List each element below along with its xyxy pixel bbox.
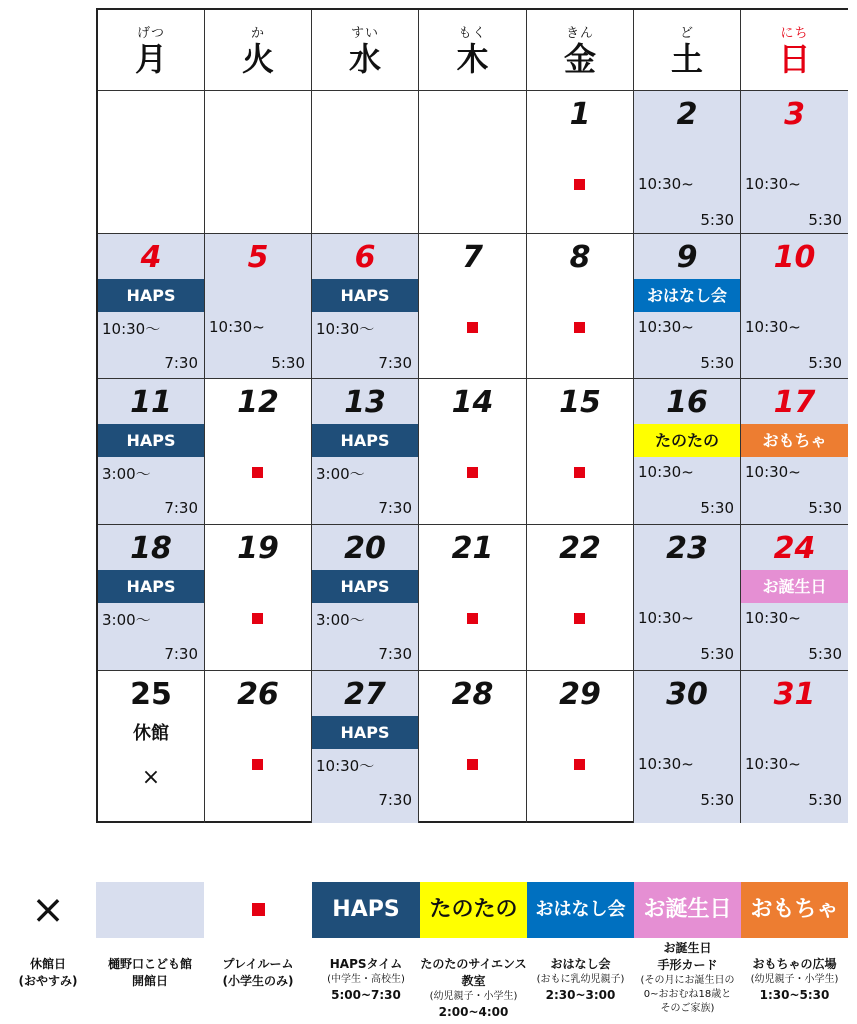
legend-ohanashi-text bbox=[527, 956, 634, 1004]
closing-time: 5:30 bbox=[700, 354, 734, 372]
legend-line: お誕生日 bbox=[663, 941, 712, 955]
weekday-ruby: か bbox=[250, 26, 265, 41]
playroom-square-icon bbox=[574, 322, 585, 333]
closing-time: 5:30 bbox=[700, 499, 734, 517]
legend-subline: (幼児親子・小学生) bbox=[429, 991, 518, 1002]
legend-birthday-box: お誕生日 bbox=[634, 882, 741, 938]
day-number: 11 bbox=[130, 385, 172, 420]
day-number: 8 bbox=[569, 240, 591, 275]
day-cell-13[interactable] bbox=[312, 378, 419, 524]
closing-time: 7:30 bbox=[378, 499, 412, 517]
event-tanotano-badge: たのたの bbox=[634, 424, 740, 457]
day-number: 16 bbox=[666, 385, 708, 420]
day-number: 17 bbox=[773, 385, 816, 420]
legend-omocha-box: おもちゃ bbox=[741, 882, 848, 938]
legend-tanotano-text bbox=[420, 956, 527, 1021]
day-cell-26[interactable] bbox=[205, 670, 312, 823]
day-cell-5[interactable] bbox=[205, 233, 312, 378]
legend-line: おはなし会 bbox=[550, 957, 611, 971]
opening-time: 3:00～ bbox=[102, 611, 151, 629]
event-haps-badge: HAPS bbox=[312, 424, 418, 457]
closing-time: 5:30 bbox=[271, 354, 305, 372]
event-haps-badge: HAPS bbox=[98, 570, 204, 603]
weekday-header-6 bbox=[634, 10, 741, 90]
weekday-ruby: もく bbox=[458, 26, 487, 41]
weekday-ruby: すい bbox=[350, 26, 379, 41]
day-number: 13 bbox=[344, 385, 386, 420]
legend-closed-box: × bbox=[31, 887, 65, 933]
day-cell-22[interactable] bbox=[527, 524, 634, 670]
legend-birthday-text bbox=[634, 940, 741, 1016]
day-number: 24 bbox=[773, 531, 816, 566]
day-number: 21 bbox=[451, 531, 494, 566]
playroom-square-icon bbox=[467, 467, 478, 478]
legend-line: おもちゃの広場 bbox=[752, 957, 837, 971]
closed-cross-icon: × bbox=[141, 765, 161, 790]
weekday-header-2 bbox=[205, 10, 312, 90]
day-number: 9 bbox=[676, 240, 698, 275]
weekday-header-3 bbox=[312, 10, 419, 90]
opening-time: 10:30~ bbox=[638, 318, 694, 336]
closing-time: 7:30 bbox=[164, 354, 198, 372]
day-cell-19[interactable] bbox=[205, 524, 312, 670]
weekday-ruby: ど bbox=[679, 26, 694, 41]
playroom-square-icon bbox=[574, 179, 585, 190]
legend-line: たのたのサイエンス教室 bbox=[420, 957, 527, 988]
opening-time: 3:00～ bbox=[316, 465, 365, 483]
opening-time: 3:00～ bbox=[102, 465, 151, 483]
empty-cell bbox=[312, 90, 419, 233]
legend-subline: 0~おおむね18歳と bbox=[643, 989, 732, 1000]
day-number: 18 bbox=[130, 531, 172, 566]
opening-time: 10:30～ bbox=[316, 320, 375, 338]
weekday-header-4 bbox=[419, 10, 527, 90]
day-cell-10[interactable] bbox=[741, 233, 848, 378]
day-number: 3 bbox=[784, 97, 805, 132]
closing-time: 7:30 bbox=[378, 645, 412, 663]
day-number: 26 bbox=[237, 677, 279, 712]
day-number: 4 bbox=[140, 240, 162, 275]
day-cell-31[interactable] bbox=[741, 670, 848, 823]
legend-line: 手形カード bbox=[657, 958, 718, 972]
day-cell-9[interactable] bbox=[634, 233, 741, 378]
playroom-square-icon bbox=[574, 613, 585, 624]
day-cell-4[interactable] bbox=[98, 233, 205, 378]
weekday-header-7 bbox=[741, 10, 848, 90]
legend-line: 休館日 bbox=[29, 957, 66, 971]
event-haps-badge: HAPS bbox=[98, 279, 204, 312]
closing-time: 5:30 bbox=[808, 791, 842, 809]
day-cell-20[interactable] bbox=[312, 524, 419, 670]
legend-line: 開館日 bbox=[131, 974, 168, 988]
day-number: 14 bbox=[451, 385, 494, 420]
closing-time: 5:30 bbox=[700, 211, 734, 229]
weekday-header-1 bbox=[98, 10, 205, 90]
opening-time: 10:30~ bbox=[745, 175, 801, 193]
legend-line: (おやすみ) bbox=[18, 974, 78, 988]
weekday-ruby: にち bbox=[780, 26, 809, 41]
opening-time: 10:30～ bbox=[316, 757, 375, 775]
legend-subline: そのご家族) bbox=[660, 1003, 715, 1014]
opening-time: 10:30~ bbox=[209, 318, 265, 336]
playroom-square-icon bbox=[467, 613, 478, 624]
day-cell-24[interactable] bbox=[741, 524, 848, 670]
day-cell-23[interactable] bbox=[634, 524, 741, 670]
weekday-kanji: 金 bbox=[563, 40, 596, 78]
playroom-square-icon bbox=[252, 467, 263, 478]
day-cell-29[interactable] bbox=[527, 670, 634, 823]
legend-playroom-square-icon bbox=[252, 903, 265, 916]
event-haps-badge: HAPS bbox=[98, 424, 204, 457]
day-number: 29 bbox=[559, 677, 601, 712]
weekday-kanji: 月 bbox=[134, 40, 167, 78]
day-number: 31 bbox=[773, 677, 816, 712]
weekday-header-5 bbox=[527, 10, 634, 90]
day-cell-7[interactable] bbox=[419, 233, 527, 378]
day-cell-3[interactable] bbox=[741, 90, 848, 233]
legend-subline: (幼児親子・小学生) bbox=[750, 974, 839, 985]
opening-time: 10:30~ bbox=[745, 609, 801, 627]
weekday-kanji: 土 bbox=[670, 40, 703, 78]
legend-time: 2:30~3:00 bbox=[545, 988, 616, 1002]
opening-time: 10:30～ bbox=[102, 320, 161, 338]
day-cell-2[interactable] bbox=[634, 90, 741, 233]
day-cell-30[interactable] bbox=[634, 670, 741, 823]
opening-time: 10:30~ bbox=[638, 175, 694, 193]
legend-subline: (その月にお誕生日の bbox=[640, 975, 735, 986]
legend-time: 1:30~5:30 bbox=[759, 988, 830, 1002]
closed-label: 休館 bbox=[133, 723, 169, 744]
legend-open-text bbox=[96, 956, 204, 990]
event-haps-badge: HAPS bbox=[312, 716, 418, 749]
weekday-kanji: 木 bbox=[456, 40, 489, 78]
legend-line: HAPSタイム bbox=[329, 957, 403, 971]
day-cell-11[interactable] bbox=[98, 378, 205, 524]
closing-time: 7:30 bbox=[378, 354, 412, 372]
playroom-square-icon bbox=[574, 759, 585, 770]
weekday-ruby: げつ bbox=[136, 26, 165, 41]
legend-line: プレイルーム bbox=[222, 957, 294, 971]
day-cell-15[interactable] bbox=[527, 378, 634, 524]
day-number: 27 bbox=[344, 677, 386, 712]
legend-time: 5:00~7:30 bbox=[331, 988, 401, 1002]
day-cell-18[interactable] bbox=[98, 524, 205, 670]
closing-time: 5:30 bbox=[700, 791, 734, 809]
day-number: 6 bbox=[354, 240, 376, 275]
legend-ohanashi-box: おはなし会 bbox=[527, 882, 634, 938]
legend-subline: (おもに乳幼児親子) bbox=[536, 974, 625, 985]
legend-tanotano-box: たのたの bbox=[420, 882, 527, 938]
day-cell-12[interactable] bbox=[205, 378, 312, 524]
closing-time: 7:30 bbox=[164, 499, 198, 517]
playroom-square-icon bbox=[574, 467, 585, 478]
closing-time: 5:30 bbox=[808, 499, 842, 517]
legend-haps-box: HAPS bbox=[312, 882, 420, 938]
day-cell-1[interactable] bbox=[527, 90, 634, 233]
opening-time: 10:30~ bbox=[745, 755, 801, 773]
day-number: 5 bbox=[247, 240, 269, 275]
legend-play-text bbox=[204, 956, 312, 990]
weekday-kanji: 日 bbox=[778, 40, 811, 78]
legend-time: 2:00~4:00 bbox=[438, 1005, 509, 1019]
event-birthday-badge: お誕生日 bbox=[741, 570, 848, 603]
day-cell-6[interactable] bbox=[312, 233, 419, 378]
legend-line: (小学生のみ) bbox=[222, 974, 294, 988]
legend-subline: (中学生・高校生) bbox=[327, 974, 405, 985]
opening-time: 10:30~ bbox=[638, 609, 694, 627]
day-cell-17[interactable] bbox=[741, 378, 848, 524]
opening-time: 10:30~ bbox=[638, 755, 694, 773]
event-omocha-badge: おもちゃ bbox=[741, 424, 848, 457]
legend-closed-text bbox=[0, 956, 96, 990]
closing-time: 5:30 bbox=[700, 645, 734, 663]
playroom-square-icon bbox=[467, 322, 478, 333]
opening-time: 3:00～ bbox=[316, 611, 365, 629]
legend-haps-text bbox=[312, 956, 420, 1004]
day-number: 2 bbox=[676, 97, 698, 132]
day-cell-14[interactable] bbox=[419, 378, 527, 524]
event-haps-badge: HAPS bbox=[312, 570, 418, 603]
closing-time: 5:30 bbox=[808, 211, 842, 229]
legend-open-box bbox=[96, 882, 204, 938]
empty-cell bbox=[98, 90, 205, 233]
day-number: 1 bbox=[569, 97, 591, 132]
closing-time: 7:30 bbox=[164, 645, 198, 663]
day-number: 23 bbox=[666, 531, 708, 566]
weekday-kanji: 火 bbox=[241, 40, 274, 78]
event-ohanashi-badge: おはなし会 bbox=[634, 279, 740, 312]
closing-time: 5:30 bbox=[808, 645, 842, 663]
calendar-grid bbox=[96, 8, 848, 823]
opening-time: 10:30~ bbox=[745, 463, 801, 481]
day-number: 20 bbox=[344, 531, 386, 566]
opening-time: 10:30~ bbox=[745, 318, 801, 336]
day-number: 22 bbox=[559, 531, 601, 566]
closing-time: 5:30 bbox=[808, 354, 842, 372]
weekday-kanji: 水 bbox=[348, 40, 381, 78]
empty-cell bbox=[419, 90, 527, 233]
previous-page-edge bbox=[96, 0, 848, 4]
day-cell-21[interactable] bbox=[419, 524, 527, 670]
day-number: 28 bbox=[451, 677, 494, 712]
day-cell-28[interactable] bbox=[419, 670, 527, 823]
day-cell-16[interactable] bbox=[634, 378, 741, 524]
legend-line: 樋野口こども館 bbox=[107, 957, 192, 971]
legend-omocha-text bbox=[741, 956, 848, 1004]
playroom-square-icon bbox=[252, 759, 263, 770]
day-number: 30 bbox=[666, 677, 708, 712]
playroom-square-icon bbox=[252, 613, 263, 624]
day-number: 25 bbox=[130, 677, 172, 712]
day-number: 15 bbox=[559, 385, 601, 420]
event-haps-badge: HAPS bbox=[312, 279, 418, 312]
playroom-square-icon bbox=[467, 759, 478, 770]
day-number: 7 bbox=[462, 240, 483, 275]
empty-cell bbox=[205, 90, 312, 233]
day-number: 10 bbox=[773, 240, 816, 275]
weekday-ruby: きん bbox=[565, 26, 594, 41]
closing-time: 7:30 bbox=[378, 791, 412, 809]
day-cell-27[interactable] bbox=[312, 670, 419, 823]
day-number: 19 bbox=[237, 531, 279, 566]
day-number: 12 bbox=[237, 385, 279, 420]
opening-time: 10:30~ bbox=[638, 463, 694, 481]
day-cell-25[interactable] bbox=[98, 670, 205, 823]
day-cell-8[interactable] bbox=[527, 233, 634, 378]
legend-play-box bbox=[204, 882, 312, 938]
